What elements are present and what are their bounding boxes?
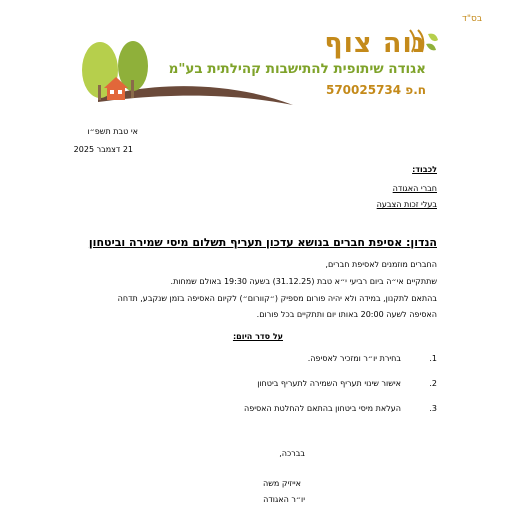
addressee-line: חברי האגודה [392, 184, 437, 193]
org-registration: ח.פ 570025734 [325, 83, 426, 97]
body-paragraph: האסיפה לשעה 20:00 באותו יום ותתקיים בכל פורום. [256, 310, 437, 319]
agenda-item-text: אישור שינוי תעריף השמירה לתעריף ביטחון [257, 379, 401, 388]
agenda-item-number: 2. [429, 379, 437, 388]
tree-left-trunk [98, 85, 101, 100]
gregorian-date: 21 דצמבר 2025 [73, 145, 133, 154]
hebrew-date: אי טבת תשפ״ו [87, 127, 138, 136]
org-subtitle: אגודה שיתופית להתישבות קהילתית בע"מ [168, 61, 426, 77]
org-name: נוה צוף [324, 28, 426, 59]
agenda-item-text: העלאת מיסי ביטחון בהתאם להחלטת האסיפה [243, 404, 401, 413]
agenda-title: על סדר היום: [232, 332, 283, 341]
closing: בברכה, [279, 449, 305, 458]
signatory-name: אייזיק משה [262, 479, 301, 488]
bsd-header: בס"ד [462, 14, 483, 24]
tree-right-trunk [131, 80, 134, 98]
agenda-item-number: 3. [429, 404, 437, 413]
addressee-line: בעלי זכות הצבעה [376, 200, 437, 209]
subject-line: הנדון: אסיפת חברים בנושא עדכון תעריף תשלום מיסי שמירה וביטחון [88, 236, 437, 249]
invitation-text: החברים מוזמנים לאסיפת חברים, [325, 260, 437, 269]
addressee-label: לכבוד: [412, 165, 437, 174]
agenda-item-number: 1. [429, 354, 437, 363]
signatory-title: יו״ר האגודה [263, 495, 305, 504]
body-paragraph: בהתאם לתקנון, במידה ולא יהיה פורום מספיק (״קוורום״) לקיום האסיפה בזמן שנקבע, תדחה [117, 294, 437, 303]
body-paragraph: שתתקיים אי״ה ביום רביעי י״א טבת (31.12.25) בשעה 19:30 באולם שמחות. [170, 277, 437, 286]
agenda-item-text: בחירת יו״ר ומזכיר לאסיפה. [307, 354, 401, 363]
letterhead [169, 30, 426, 98]
